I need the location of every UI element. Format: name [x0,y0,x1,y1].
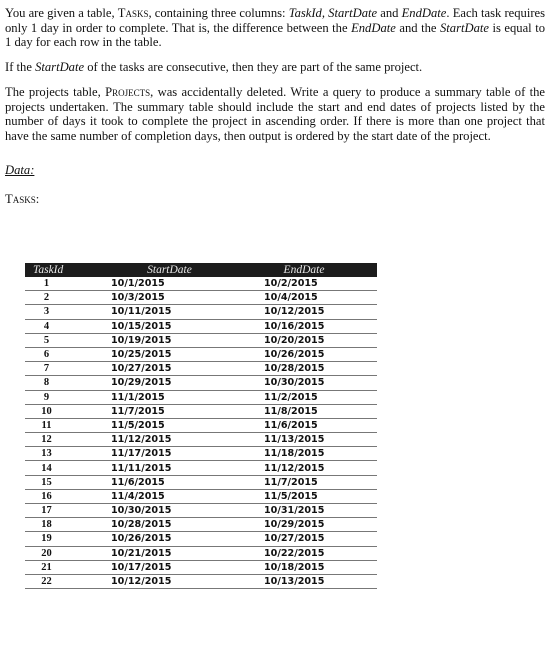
text-run: The projects table, [5,85,106,99]
cell-startdate-value: 10/26/2015 [111,533,172,545]
cell-enddate-value: 10/4/2015 [264,292,318,304]
table-caption: Tasks: [5,192,40,206]
cell-enddate [231,362,377,376]
cell-enddate-value: 10/26/2015 [264,349,325,361]
cell-taskid: 11 [25,418,108,432]
cell-enddate-value: 11/8/2015 [264,405,318,417]
cell-startdate [108,532,231,546]
table-row [25,532,377,546]
cell-startdate-value: 10/25/2015 [111,349,172,361]
cell-taskid: 19 [25,532,108,546]
cell-taskid: 22 [25,574,108,588]
table-row [25,447,377,461]
cell-enddate [231,518,377,532]
cell-startdate [108,489,231,503]
text-run: , containing three columns: [148,6,289,20]
table-row [25,504,377,518]
cell-taskid: 10 [25,404,108,418]
table-row [25,433,377,447]
cell-startdate [108,447,231,461]
text-run: If the [5,59,36,74]
column-name-ref: StartDate [35,59,85,74]
column-names-ref: TaskId, StartDate [288,6,378,20]
text-run: . Each task requires only 1 day in order to complete. That is, the difference between the [5,6,546,35]
cell-startdate [108,305,231,319]
table-row [25,475,377,489]
cell-enddate [231,291,377,305]
cell-startdate [108,291,231,305]
table-row [25,319,377,333]
cell-enddate-value: 10/18/2015 [264,561,325,573]
cell-enddate-value: 10/20/2015 [264,334,325,346]
text-run: and the [395,20,440,35]
table-row [25,305,377,319]
table-row [25,461,377,475]
table-row [25,489,377,503]
cell-enddate-value: 11/13/2015 [264,434,325,446]
cell-taskid: 8 [25,376,108,390]
cell-enddate-value: 11/2/2015 [264,391,318,403]
data-heading: Data: [5,163,35,177]
cell-enddate [231,461,377,475]
cell-enddate-value: 10/27/2015 [264,533,325,545]
table-name-ref: Tasks [117,6,149,20]
cell-taskid: 3 [25,305,108,319]
cell-taskid: 20 [25,546,108,560]
cell-startdate-value: 10/1/2015 [111,278,165,290]
cell-taskid: 2 [25,291,108,305]
cell-taskid: 15 [25,475,108,489]
cell-startdate-value: 10/12/2015 [111,576,172,588]
cell-enddate-value: 10/12/2015 [264,306,325,318]
cell-startdate [108,390,231,404]
cell-enddate-value: 10/30/2015 [264,377,325,389]
cell-taskid: 6 [25,347,108,361]
cell-enddate [231,560,377,574]
cell-enddate [231,546,377,560]
table-row [25,362,377,376]
text-run: You are given a table, [5,6,118,20]
cell-taskid: 16 [25,489,108,503]
table-name-ref: Projects [105,85,151,99]
table-row [25,333,377,347]
cell-startdate [108,433,231,447]
cell-startdate-value: 10/21/2015 [111,547,172,559]
header-startdate: StartDate [108,263,231,277]
cell-taskid: 9 [25,390,108,404]
text-run: is equal to 1 day for each row in the table. [5,20,546,49]
cell-enddate [231,404,377,418]
text-run: and [377,6,402,20]
cell-enddate [231,376,377,390]
header-enddate: EndDate [231,263,377,277]
cell-startdate-value: 10/11/2015 [111,306,172,318]
cell-startdate-value: 11/5/2015 [111,419,165,431]
table-body [25,277,377,589]
table-header-row [25,263,377,277]
cell-enddate-value: 11/6/2015 [264,419,318,431]
table-row [25,376,377,390]
cell-enddate-value: 11/7/2015 [264,476,318,488]
cell-enddate [231,433,377,447]
cell-taskid: 4 [25,319,108,333]
cell-enddate [231,347,377,361]
consecutive-paragraph [5,60,545,75]
cell-startdate-value: 10/28/2015 [111,519,172,531]
table-row [25,347,377,361]
table-row [25,518,377,532]
cell-startdate-value: 11/17/2015 [111,448,172,460]
cell-startdate-value: 11/6/2015 [111,476,165,488]
table-row [25,277,377,291]
task-paragraph [5,85,545,143]
cell-taskid: 18 [25,518,108,532]
cell-enddate-value: 10/2/2015 [264,278,318,290]
cell-startdate [108,333,231,347]
cell-taskid: 17 [25,504,108,518]
cell-startdate [108,560,231,574]
table-row [25,404,377,418]
text-run: , was accidentally deleted. Write a query to produce a summary table of the projects undertaken. The summary table should include the start and end dates of projects listed by the number of days it took to complete the project in ascending order. If there is more than one project that have the same number of completion days, then output is ordered by the start date of the project. [5,85,545,143]
cell-startdate [108,574,231,588]
table-row [25,546,377,560]
cell-startdate [108,347,231,361]
cell-enddate-value: 10/31/2015 [264,505,325,517]
cell-startdate [108,319,231,333]
cell-startdate [108,362,231,376]
cell-startdate-value: 11/11/2015 [111,462,172,474]
cell-taskid: 21 [25,560,108,574]
column-name-ref: EndDate [351,20,396,35]
cell-startdate [108,461,231,475]
cell-taskid: 12 [25,433,108,447]
cell-enddate [231,319,377,333]
cell-startdate-value: 10/17/2015 [111,561,172,573]
cell-startdate [108,376,231,390]
cell-startdate-value: 10/19/2015 [111,334,172,346]
table-row [25,560,377,574]
cell-enddate [231,447,377,461]
cell-enddate [231,277,377,291]
cell-taskid: 7 [25,362,108,376]
cell-enddate-value: 11/12/2015 [264,462,325,474]
cell-startdate-value: 11/12/2015 [111,434,172,446]
document-page [5,6,545,207]
text-run: of the tasks are consecutive, then they are part of the same project. [84,59,423,74]
cell-enddate [231,475,377,489]
cell-enddate [231,574,377,588]
cell-taskid: 1 [25,277,108,291]
cell-startdate-value: 11/7/2015 [111,405,165,417]
cell-startdate-value: 11/1/2015 [111,391,165,403]
cell-enddate [231,489,377,503]
cell-startdate [108,404,231,418]
header-taskid: TaskId [25,263,108,277]
cell-taskid: 13 [25,447,108,461]
table-row [25,574,377,588]
column-name-ref: StartDate [439,20,489,35]
cell-startdate-value: 10/15/2015 [111,320,172,332]
table-row [25,418,377,432]
cell-enddate-value: 10/22/2015 [264,547,325,559]
table-row [25,390,377,404]
cell-startdate-value: 10/29/2015 [111,377,172,389]
cell-enddate [231,305,377,319]
table-row [25,291,377,305]
cell-startdate-value: 10/30/2015 [111,505,172,517]
tasks-table [25,263,377,589]
cell-enddate-value: 10/28/2015 [264,363,325,375]
cell-startdate-value: 10/27/2015 [111,363,172,375]
cell-enddate-value: 11/18/2015 [264,448,325,460]
intro-paragraph [5,6,545,50]
cell-enddate [231,390,377,404]
cell-enddate [231,532,377,546]
cell-startdate [108,504,231,518]
cell-enddate-value: 10/29/2015 [264,519,325,531]
cell-enddate [231,333,377,347]
cell-startdate-value: 10/3/2015 [111,292,165,304]
cell-startdate [108,418,231,432]
cell-enddate-value: 10/16/2015 [264,320,325,332]
cell-startdate [108,518,231,532]
cell-enddate [231,504,377,518]
cell-startdate-value: 11/4/2015 [111,490,165,502]
cell-enddate-value: 10/13/2015 [264,576,325,588]
cell-taskid: 5 [25,333,108,347]
cell-taskid: 14 [25,461,108,475]
column-name-ref: EndDate [401,6,447,20]
cell-startdate [108,277,231,291]
cell-startdate [108,475,231,489]
cell-enddate [231,418,377,432]
cell-startdate [108,546,231,560]
cell-enddate-value: 11/5/2015 [264,490,318,502]
